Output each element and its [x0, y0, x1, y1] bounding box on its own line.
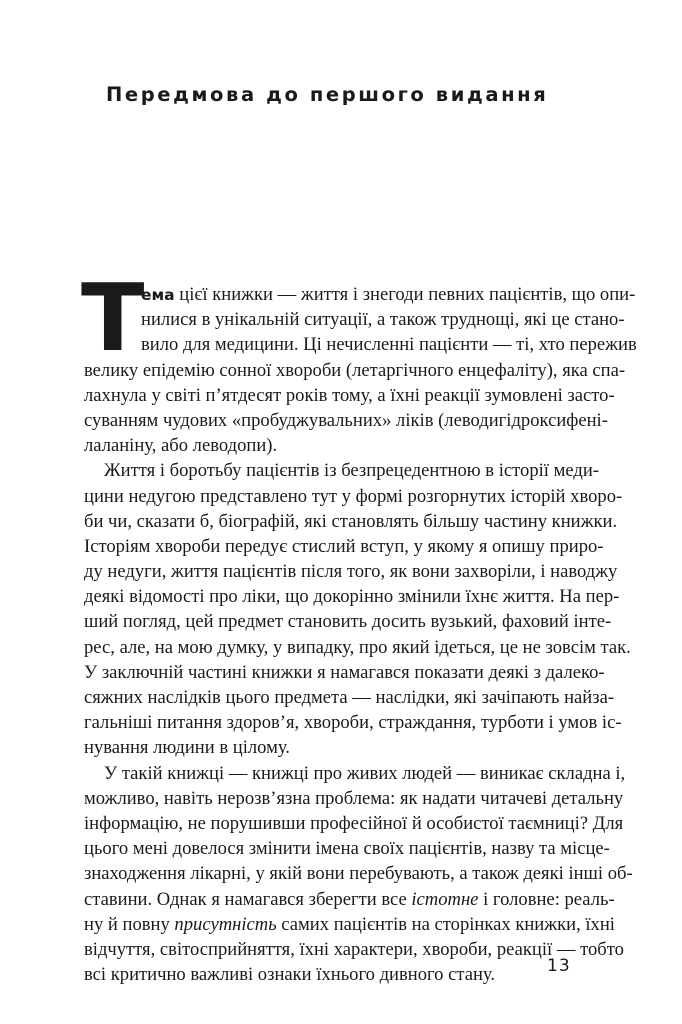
- text-line: У такій книжці — книжці про живих людей — виникає складна і,: [104, 762, 626, 784]
- text-line: ду недуги, життя пацієнтів після того, як вони захворіли, і наводжу: [84, 561, 618, 583]
- text-line: деякі відомості про ліки, що докорінно змінили їхнє життя. На пер-: [84, 586, 620, 608]
- text-line: би чи, сказати б, біографій, які становлять більшу частину книжки.: [84, 510, 618, 532]
- page-title: Передмова до першого видання: [106, 83, 549, 106]
- text-line: інформацію, не порушивши професійної й особистої таємниці? Для: [84, 812, 624, 834]
- emphasis-word: присутність: [174, 913, 277, 935]
- text-line: цини недугою представлено тут у формі розгорнутих історій хворо-: [84, 485, 623, 507]
- text-line: всі критично важливі ознаки їхнього дивного стану.: [84, 964, 496, 986]
- text-line: цього мені довелося змінити імена своїх пацієнтів, назву та місце-: [84, 838, 610, 860]
- text-line: велику епідемію сонної хвороби (летаргічного енцефаліту), яка спа-: [84, 359, 626, 381]
- text-line: нилися в унікальній ситуації, а також труднощі, які це стано-: [141, 309, 625, 331]
- text-line: лаланіну, або леводопи).: [84, 435, 278, 457]
- text-line: рес, але, на мою думку, у випадку, про який ідеться, це не зовсім так.: [84, 636, 631, 658]
- text-line: відчуття, світосприйняття, їхні характери, хвороби, реакції — тобто: [84, 938, 624, 960]
- text-line: У заключній частині книжки я намагався показати деякі з далеко-: [84, 661, 605, 683]
- drop-cap: Т: [81, 264, 145, 372]
- text-line: нування людини в цілому.: [84, 737, 290, 759]
- lead-in: ема: [141, 286, 175, 304]
- text-line: Історіям хвороби передує стислий вступ, у якому я опишу приро-: [84, 535, 604, 557]
- text-line: вило для медицини. Ці нечисленні пацієнти — ті, хто пережив: [141, 334, 637, 356]
- body-text: [84, 282, 637, 987]
- page-number: 13: [547, 956, 571, 976]
- text-line: ну й повну присутність самих пацієнтів на сторінках книжки, їхні: [84, 913, 615, 935]
- emphasis-word: істотне: [411, 888, 479, 910]
- text-line: знаходження лікарні, у якій вони перебувають, а також деякі інші об-: [84, 863, 633, 885]
- text-line: суванням чудових «пробуджувальних» ліків (леводигідроксифені-: [84, 409, 608, 431]
- text-line: ема цієї книжки — життя і знегоди певних пацієнтів, що опи-: [141, 284, 636, 305]
- text-line: можливо, навіть нерозв’язна проблема: як надати читачеві детальну: [84, 787, 624, 809]
- text-line: гальніші питання здоров’я, хвороби, страждання, турботи і умов іс-: [84, 712, 622, 734]
- text-line: ставини. Однак я намагався зберегти все істотне і головне: реаль-: [84, 888, 615, 910]
- text-line: лахнула у світі п’ятдесят років тому, а їхні реакції зумовлені засто-: [84, 384, 615, 406]
- text-line: ший погляд, цей предмет становить досить вузький, фаховий інте-: [84, 611, 612, 633]
- text-line: сяжних наслідків цього предмета — наслідки, які зачіпають найза-: [84, 687, 615, 708]
- text-line: Життя і боротьбу пацієнтів із безпрецедентною в історії меди-: [104, 460, 599, 482]
